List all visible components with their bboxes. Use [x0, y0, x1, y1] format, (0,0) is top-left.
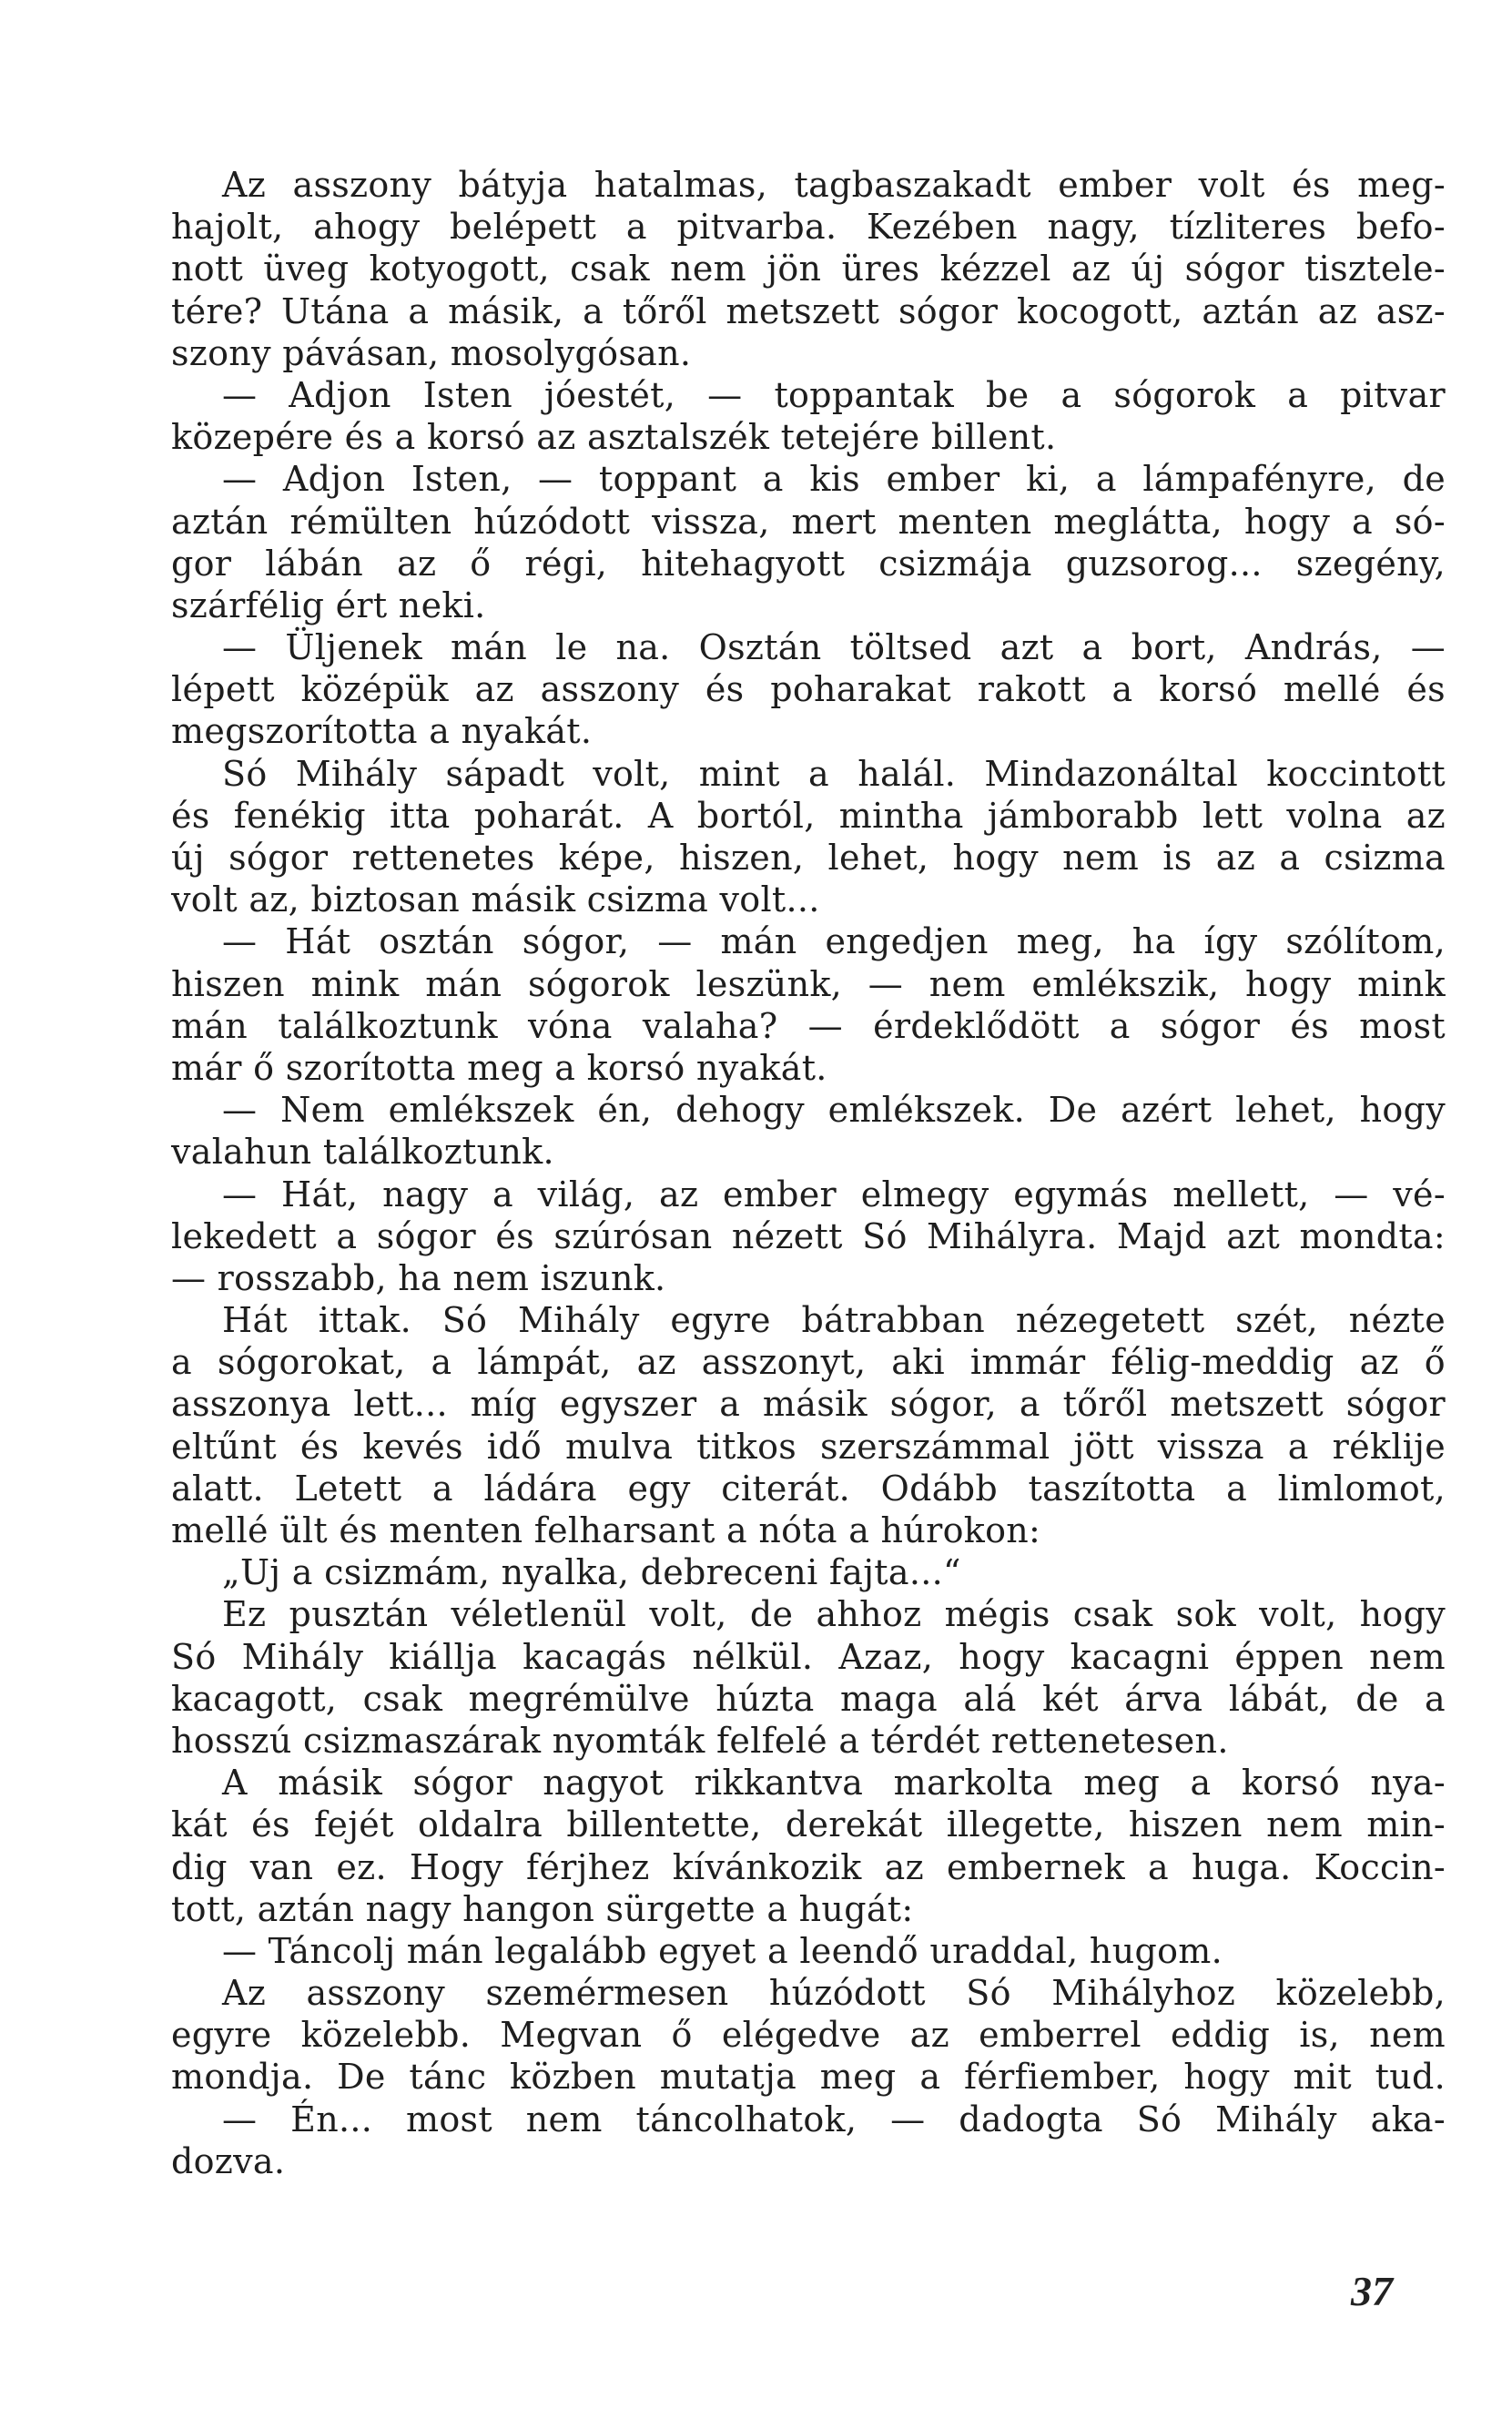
text-line: kát és fejét oldalra billentette, derekát illegette, hiszen nem min-	[171, 1804, 1446, 1845]
text-line: mondja. De tánc közben mutatja meg a férfiember, hogy mit tud.	[171, 2057, 1446, 2098]
text-line: Hát ittak. Só Mihály egyre bátrabban nézegetett szét, nézte	[222, 1300, 1446, 1341]
text-line: — Üljenek mán le na. Osztán töltsed azt a bort, András, —	[222, 627, 1446, 668]
text-line: — Nem emlékszek én, dehogy emlékszek. De azért lehet, hogy	[222, 1090, 1446, 1131]
text-line: „Uj a csizmám, nyalka, debreceni fajta...“	[222, 1552, 961, 1593]
text-line: aztán rémülten húzódott vissza, mert menten meglátta, hogy a só-	[171, 501, 1446, 542]
text-line: — Hát osztán sógor, — mán engedjen meg, ha így szólítom,	[222, 921, 1446, 962]
text-line: gor lábán az ő régi, hitehagyott csizmája guzsorog... szegény,	[171, 543, 1446, 584]
text-line: lekedett a sógor és szúrósan nézett Só Mihályra. Majd azt mondta:	[171, 1215, 1446, 1256]
text-line: — Én... most nem táncolhatok, — dadogta Só Mihály aka-	[222, 2099, 1446, 2139]
text-line: valahun találkoztunk.	[171, 1132, 554, 1173]
text-line: — Táncolj mán legalább egyet a leendő uraddal, hugom.	[222, 1930, 1223, 1971]
text-line: — rosszabb, ha nem iszunk.	[171, 1257, 666, 1298]
text-line: szony pávásan, mosolygósan.	[171, 332, 692, 373]
text-line: eltűnt és kevés idő mulva titkos szerszámmal jött vissza a réklije	[171, 1426, 1446, 1467]
text-line: — Adjon Isten jóestét, — toppantak be a sógorok a pitvar	[222, 374, 1446, 415]
text-line: mán találkoztunk vóna valaha? — érdeklődött a sógor és most	[171, 1005, 1446, 1046]
text-line: lépett középük az asszony és poharakat rakott a korsó mellé és	[171, 669, 1446, 710]
text-line: — Hát, nagy a világ, az ember elmegy egymás mellett, — vé-	[222, 1174, 1446, 1214]
text-line: — Adjon Isten, — toppant a kis ember ki, a lámpafényre, de	[222, 459, 1446, 500]
text-line: volt az, biztosan másik csizma volt...	[171, 879, 820, 920]
text-line: alatt. Letett a ládára egy citerát. Odább taszította a limlomot,	[171, 1468, 1446, 1509]
text-line: Só Mihály kiállja kacagás nélkül. Azaz, hogy kacagni éppen nem	[171, 1636, 1446, 1677]
text-line: asszonya lett... míg egyszer a másik sógor, a tőről metszett sógor	[171, 1384, 1446, 1425]
text-line: megszorította a nyakát.	[171, 711, 593, 752]
page-text	[171, 164, 1446, 2182]
text-line: hosszú csizmaszárak nyomták felfelé a térdét rettenetesen.	[171, 1720, 1229, 1761]
text-line: hiszen mink mán sógorok leszünk, — nem emlékszik, hogy mink	[171, 963, 1446, 1004]
text-line: dozva.	[171, 2140, 286, 2181]
text-line: közepére és a korsó az asztalszék tetejére billent.	[171, 417, 1057, 458]
text-line: Az asszony szemérmesen húzódott Só Mihályhoz közelebb,	[222, 1973, 1446, 2014]
text-line: Ez pusztán véletlenül volt, de ahhoz mégis csak sok volt, hogy	[222, 1594, 1446, 1635]
text-line: szárfélig ért neki.	[171, 584, 486, 625]
text-line: Az asszony bátyja hatalmas, tagbaszakadt ember volt és meg-	[222, 165, 1446, 205]
text-line: mellé ült és menten felharsant a nóta a húrokon:	[171, 1510, 1041, 1550]
text-line: és fenékig itta poharát. A bortól, mintha jámborabb lett volna az	[171, 795, 1446, 836]
text-line: egyre közelebb. Megvan ő elégedve az emberrel eddig is, nem	[171, 2015, 1446, 2056]
text-line: új sógor rettenetes képe, hiszen, lehet, hogy nem is az a csizma	[171, 838, 1446, 878]
text-line: tott, aztán nagy hangon sürgette a hugát:	[171, 1888, 914, 1929]
text-line: hajolt, ahogy belépett a pitvarba. Kezében nagy, tízliteres befo-	[171, 207, 1446, 248]
text-line: a sógorokat, a lámpát, az asszonyt, aki immár félig-meddig az ő	[171, 1342, 1446, 1383]
text-line: kacagott, csak megrémülve húzta maga alá két árva lábát, de a	[171, 1678, 1446, 1719]
text-line: tére? Utána a másik, a tőről metszett sógor kocogott, aztán az asz-	[171, 290, 1446, 331]
text-line: Só Mihály sápadt volt, mint a halál. Mindazonáltal koccintott	[222, 753, 1446, 794]
text-line: dig van ez. Hogy férjhez kívánkozik az embernek a huga. Koccin-	[171, 1846, 1446, 1887]
text-line: nott üveg kotyogott, csak nem jön üres kézzel az új sógor tisztele-	[171, 249, 1446, 290]
text-line: már ő szorította meg a korsó nyakát.	[171, 1047, 827, 1088]
page-number: 37	[1351, 2268, 1393, 2314]
text-line: A másik sógor nagyot rikkantva markolta meg a korsó nya-	[222, 1763, 1446, 1804]
